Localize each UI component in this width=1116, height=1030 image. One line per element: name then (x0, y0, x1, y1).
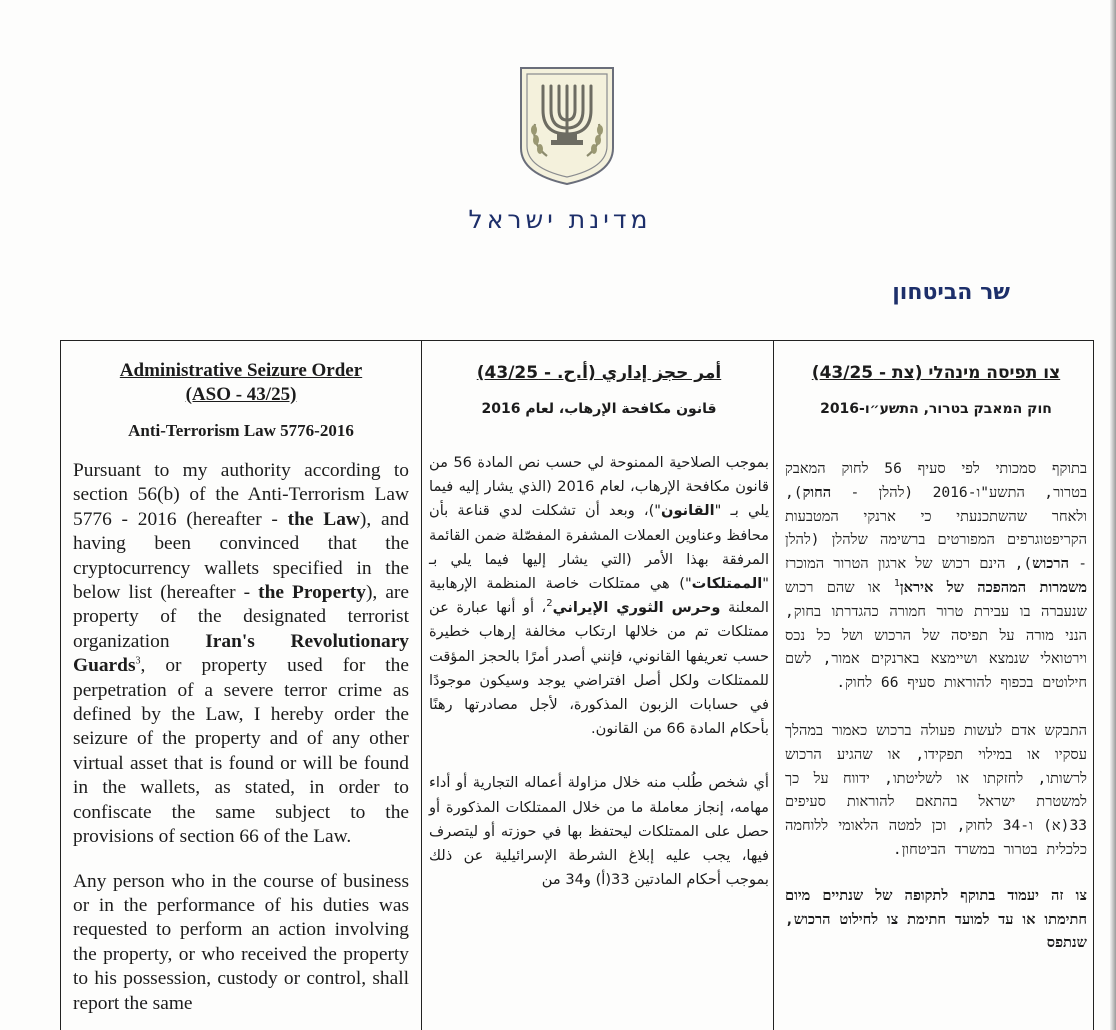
hebrew-subtitle: חוק המאבק בטרור, התשע״ו-2016 (820, 401, 1052, 417)
text-run: Pursuant to my authority according to section 56(b) of the Anti-Terrorism Law 5776 - 2016 (hereafter - (73, 460, 409, 530)
text-run: ), ולאחר שהשתכנעתי כי ארנקי המטבעות הקריפטוגרפים המפורטים ברשימה שלהלן (להלן - (785, 483, 1087, 573)
english-title (73, 359, 409, 407)
defined-term: the Property (258, 582, 366, 604)
english-title-line2: (ASO - 43/25) (185, 384, 297, 405)
column-divider (773, 341, 774, 1030)
text-run: , or property used for the perpetration of a severe terror crime as defined by the Law, I hereby order the seizure of the property and of any other virtual asset that is found or will be found in the wallets, as stated, in order to confiscate the same subject to the provisions of section 66 of the Law. (73, 655, 409, 848)
defined-term: الممتلكات (691, 575, 763, 593)
text-run: بموجب الصلاحية الممنوحة لي حسب نص المادة 56 من قانون مكافحة الإرهاب، لعام 2016 (الذي يشار إليه فيما يلي بـ " (429, 454, 770, 520)
text-run: בתוקף סמכותי לפי סעיף 56 לחוק המאבק בטרור, התשע"ו-2016 (להלן - (785, 460, 1087, 501)
order-table (60, 340, 1094, 1030)
defined-term: הרכוש (1032, 555, 1069, 573)
footnote-marker: 2 (546, 598, 553, 610)
english-paragraph-1 (73, 459, 409, 850)
english-paragraph-2: Any person who in the course of business or in the performance of his duties was requested to perform an action involving the property, or who received the property to his possession, custody or control, shall report the same (73, 870, 409, 1014)
arabic-title: أمر حجز إداري (أ.ح. - 43/25) (476, 363, 722, 383)
scan-edge (1110, 0, 1116, 1030)
hebrew-title: צו תפיסה מינהלי (צת - 43/25) (811, 363, 1061, 383)
text-run: ") هي ممتلكات خاصة المنظمة الإرهابية المعلنة (429, 575, 769, 617)
defined-term: the Law (287, 508, 360, 530)
arabic-paragraph-2: أي شخص طُلب منه خلال مزاولة أعماله التجارية أو أداء مهامه، إنجاز معاملة ما من خلال الممتلكات المذكورة أو حصل على الممتلكات ليحتفظ بها في حوزته أو ليتصرف فيها، يجب عليه إبلاغ الشرطة الإسرائيلية عن ذلك بموجب أحكام المادتين 33(أ) و34 من (429, 774, 769, 889)
text-run: ، أو أنها عبارة عن ممتلكات تم من خلالها ارتكاب مخالفة إرهاب خطيرة حسب تعريفها القانوني، فإنني أصدر أمرًا بالحجز المؤقت للممتلكات ولكل أصل افتراضي يوجد وسيكون موجودًا في حسابات الزبون المذكورة، لأجل مصادرتها رهنًا بأحكام المادة 66 من القانون. (429, 599, 769, 738)
english-column (73, 341, 409, 1016)
hebrew-paragraph-2: התבקש אדם לעשות פעולה ברכוש כאמור במהלך עסקיו או במילוי תפקידו, או שהגיע הרכוש לרשותו, לחזקתו או לשליטתו, ידווח על כך למשטרת ישראל בהתאם להוראות סעיפים 33(א) ו-34 לחוק, וכן למטה הלאומי ללוחמה כלכלית בטרור במשרד הביטחון. (785, 721, 1088, 858)
defined-term: القانون (661, 502, 715, 520)
english-subtitle: Anti-Terrorism Law 5776-2016 (128, 421, 354, 440)
arabic-paragraph-1 (429, 451, 769, 741)
text-run: ), and having been convinced that the cryptocurrency wallets specified in the below list (hereafter - (73, 508, 409, 604)
menorah-emblem-icon (513, 64, 621, 186)
text-run: ), are property of the designated terrorist organization (73, 582, 409, 652)
arabic-column (429, 341, 769, 892)
organization-name: Iran's Revolutionary Guards (73, 630, 409, 677)
minister-title: שר הביטחון (892, 280, 1010, 305)
text-run: ), הינם רכוש של ארגון הטרור המוכרז (785, 555, 1033, 573)
hebrew-paragraph-1 (785, 457, 1087, 695)
arabic-subtitle: قانون مكافحة الإرهاب، لعام 2016 (481, 401, 717, 417)
footnote-marker: 1 (893, 578, 900, 590)
defined-term: החוק (802, 483, 832, 501)
footnote-marker: 3 (135, 655, 141, 667)
text-run: ")، وبعد أن تشكلت لدي قناعة بأن محافظ وعناوين العملات المشفرة المفصّلة ضمن القائمة المرفقة بهذا الأمر (التي يشار إليها فيما يلي بـ " (429, 502, 769, 593)
state-name-heading: מדינת ישראל (468, 205, 652, 234)
english-title-line1: Administrative Seizure Order (119, 360, 363, 381)
organization-name: وحرس الثوري الإيراني (552, 599, 721, 617)
text-run: או שהם רכוש שנעברה בו עבירת טרור חמורה כהגדרתו בחוק, הנני מורה על תפיסה של הרכוש ושל כל נכס וירטואלי שנמצא ושיימצא בארנקים אמור, לשם חילוטים בכפוף להוראות סעיף 66 לחוק. (785, 578, 1087, 692)
hebrew-column (785, 341, 1087, 955)
hebrew-paragraph-3: צו זה יעמוד בתוקף לתקופה של שנתיים מיום חתימתו או עד למועד חתימת צו לחילוט הרכוש, שנתפס (785, 886, 1087, 952)
column-divider (421, 341, 422, 1030)
organization-name: משמרות המהפכה של איראן (899, 578, 1087, 596)
